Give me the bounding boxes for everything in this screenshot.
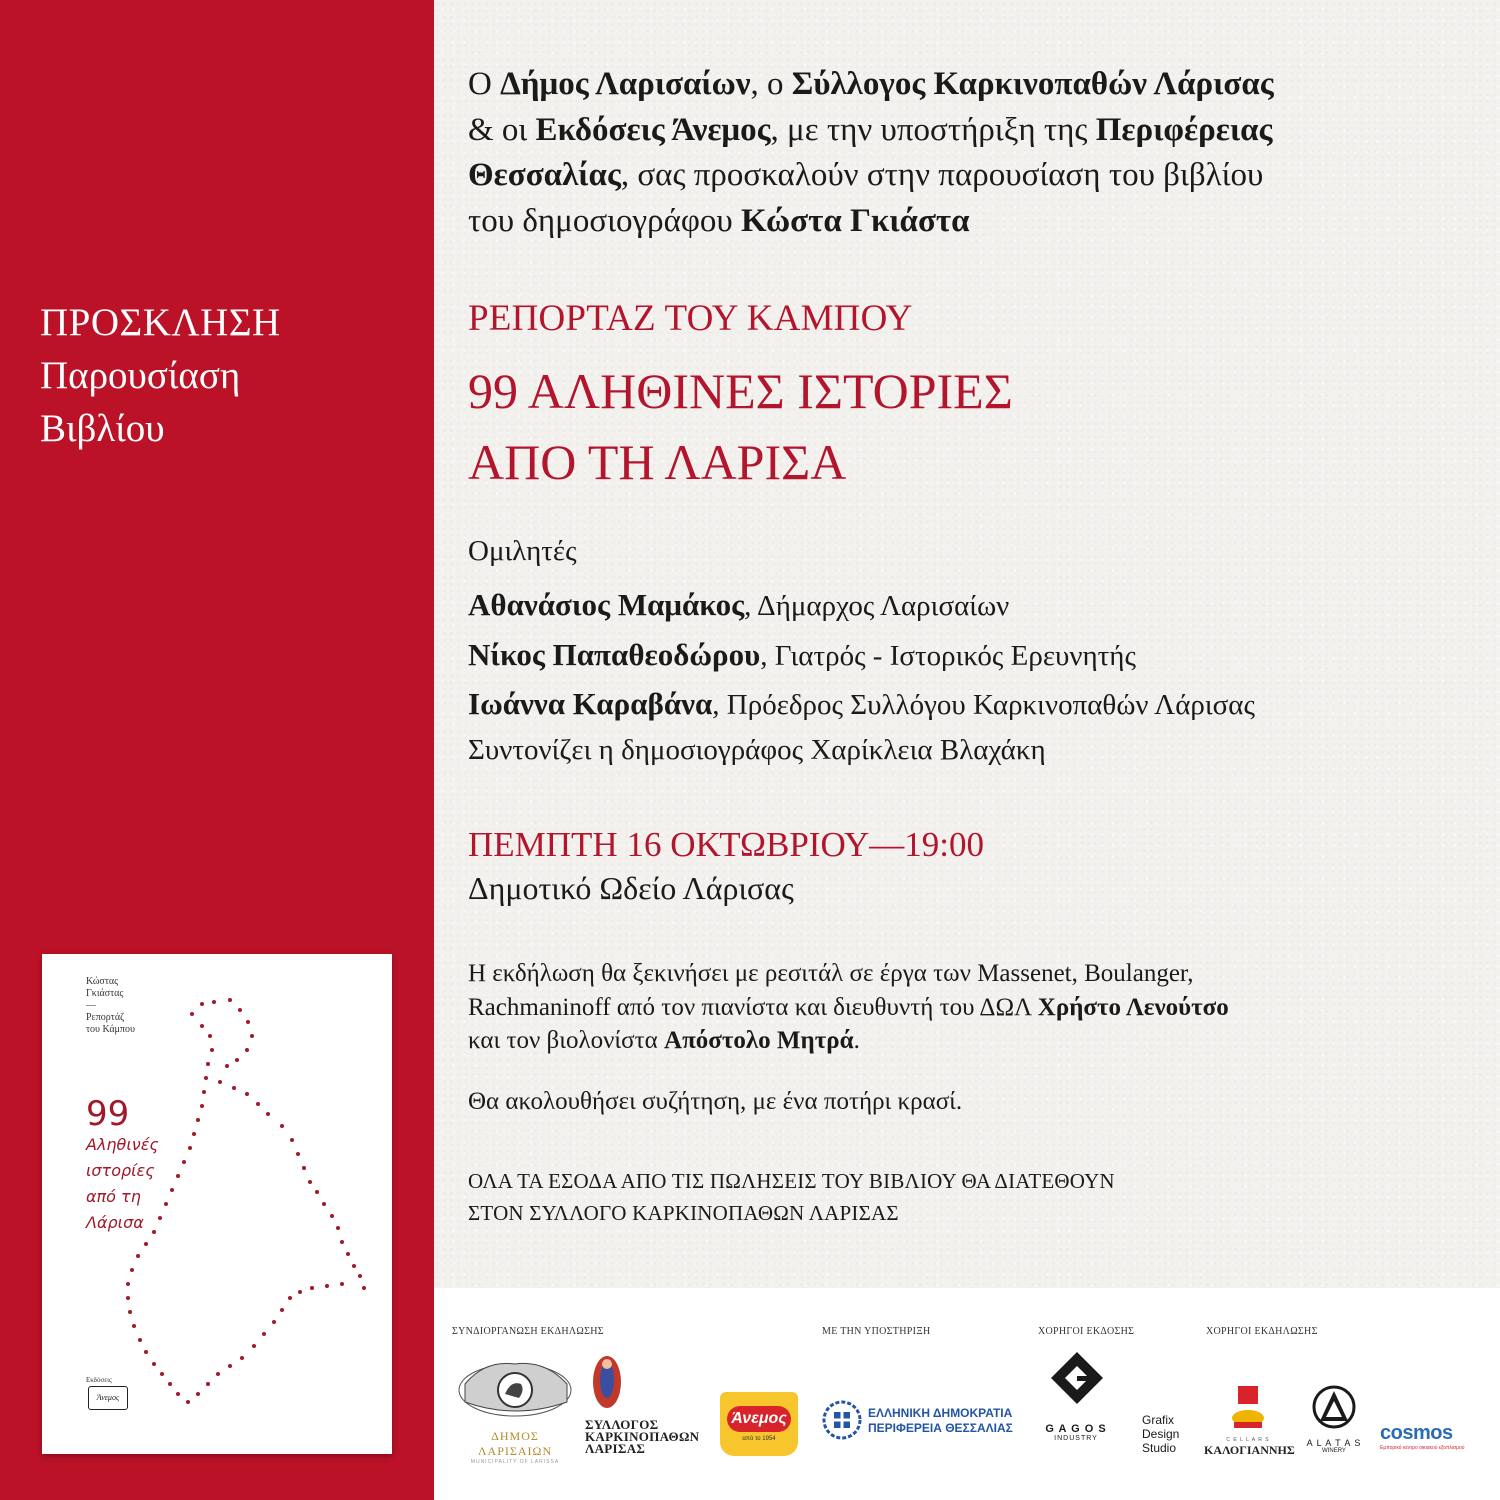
event-sponsors-heading: ΧΟΡΗΓΟΙ ΕΚΔΗΛΩΣΗΣ (1206, 1326, 1318, 1337)
book-title-line1: 99 ΑΛΗΘΙΝΕΣ ΙΣΤΟΡΙΕΣ (468, 363, 1013, 419)
cover-dot (138, 1338, 142, 1342)
cover-dot (245, 1048, 249, 1052)
cover-hand-line2: ιστορίες (86, 1161, 155, 1180)
cover-dot (358, 1274, 362, 1278)
cover-dot (280, 1124, 284, 1128)
cover-dot (256, 1102, 260, 1106)
cover-series-2: του Κάμπου (86, 1024, 135, 1035)
cover-dot (266, 1112, 270, 1116)
intro-text: Ο (468, 66, 501, 102)
cover-dot (190, 1012, 194, 1016)
cover-dot (210, 1048, 214, 1052)
closing-line: Θα ακολουθήσει συζήτηση, με ένα ποτήρι κρασί. (468, 1088, 963, 1115)
cover-dot (288, 1296, 292, 1300)
cover-dot (235, 1058, 239, 1062)
cover-dot (144, 1242, 148, 1246)
speaker-role: , Δήμαρχος Λαρισαίων (744, 590, 1010, 622)
cover-author-last: Γκιάστας (86, 988, 124, 999)
cover-dot (200, 1002, 204, 1006)
donation-line2: ΣΤΟΝ ΣΥΛΛΟΓΟ ΚΑΡΚΙΝΟΠΑΘΩΝ ΛΑΡΙΣΑΣ (468, 1201, 899, 1225)
invitation-heading (40, 296, 281, 455)
cover-dot (176, 1392, 180, 1396)
book-subtitle: ΡΕΠΟΡΤΑΖ ΤΟΥ ΚΑΜΠΟΥ (468, 298, 913, 339)
intro-text: , με την υποστήριξη της (770, 111, 1096, 148)
cover-dot (168, 1382, 172, 1386)
left-panel (0, 0, 434, 1500)
gagos-sub: INDUSTRY (1054, 1435, 1098, 1442)
cover-dot (262, 1332, 266, 1336)
cover-dot (218, 1080, 222, 1084)
dimos-name: ΔΗΜΟΣ ΛΑΡΙΣΑΙΩΝ (477, 1429, 553, 1458)
periferia-text (868, 1406, 1013, 1436)
intro-text: & οι (468, 111, 536, 148)
cover-dot (144, 1350, 148, 1354)
anemos-text: Άνεμος (727, 1406, 791, 1432)
cover-publisher-logo: Άνεμος (88, 1386, 128, 1410)
speaker-name: Νίκος Παπαθεοδώρου (468, 637, 761, 672)
speaker-row (468, 587, 1009, 623)
cover-dot (200, 1024, 204, 1028)
support-heading: ΜΕ ΤΗΝ ΥΠΟΣΤΗΡΙΞΗ (822, 1326, 931, 1337)
cover-dot (152, 1362, 156, 1366)
periferia-thessalias-logo (822, 1400, 1022, 1440)
cover-dot (246, 1020, 250, 1024)
cover-dot (362, 1286, 366, 1290)
cover-dot (280, 1308, 284, 1312)
grafix-design-studio-logo (1142, 1413, 1179, 1455)
cover-dot (160, 1372, 164, 1376)
intro-text: , ο (750, 66, 792, 102)
cover-dot (202, 1090, 206, 1094)
wine-glass-icon (1228, 1384, 1268, 1432)
cover-dot (225, 1064, 229, 1068)
cover-dash: — (86, 1000, 96, 1011)
violinist-name: Απόστολο Μητρά (664, 1027, 854, 1054)
cover-dot (164, 1202, 168, 1206)
cover-dot (208, 1034, 212, 1038)
co-organization-heading: ΣΥΝΔΙΟΡΓΑΝΩΣΗ ΕΚΔΗΛΩΣΗΣ (452, 1326, 604, 1337)
cover-series-1: Ρεπορτάζ (86, 1012, 125, 1023)
speakers-heading: Ομιλητές (468, 535, 577, 567)
anemos-logo (720, 1392, 798, 1456)
dimos-sub: MUNICIPALITY OF LARISSA (470, 1459, 560, 1465)
cosmos-logo (1380, 1422, 1480, 1451)
grafix-l3: Studio (1142, 1441, 1177, 1455)
cover-dot (206, 1382, 210, 1386)
cover-dot (204, 1076, 208, 1080)
cover-dot (186, 1400, 190, 1404)
cover-dot (325, 1284, 329, 1288)
intro-paragraph (468, 62, 1458, 244)
donation-line1: ΟΛΑ ΤΑ ΕΣΟΔΑ ΑΠΟ ΤΙΣ ΠΩΛΗΣΕΙΣ ΤΟΥ ΒΙΒΛΙΟΥ ΘΑ ΔΙΑΤΕΘΟΥΝ (468, 1169, 1115, 1193)
speaker-row (468, 686, 1255, 722)
donation-notice (468, 1165, 1115, 1229)
syllogos-l3: ΛΑΡΙΣΑΣ (585, 1441, 646, 1456)
grafix-l2: Design (1142, 1427, 1180, 1441)
cover-dot (182, 1160, 186, 1164)
org-anemos: Εκδόσεις Άνεμος (535, 111, 771, 148)
cover-dot (136, 1254, 140, 1258)
org-periferia-2: Θεσσαλίας (468, 157, 621, 193)
event-venue: Δημοτικό Ωδείο Λάρισας (468, 870, 794, 906)
cover-dot (212, 1000, 216, 1004)
alatas-emblem-icon (1304, 1385, 1364, 1433)
cover-dot (310, 1286, 314, 1290)
cover-dot (272, 1320, 276, 1324)
org-dimos: Δήμος Λαρισαίων (500, 66, 751, 102)
alatas-sub: WINERY (1322, 1448, 1346, 1454)
cover-dot (176, 1174, 180, 1178)
gagos-name: G A G O S (1045, 1423, 1107, 1435)
cover-hand-line3: από τη (86, 1187, 141, 1206)
speaker-row (468, 637, 1136, 673)
cover-publisher-label: Εκδόσεις (86, 1376, 112, 1384)
grafix-l1: Grafix (1142, 1413, 1175, 1427)
cover-dot (128, 1310, 132, 1314)
cover-dot (240, 1356, 244, 1360)
gagos-industry-logo (1040, 1350, 1112, 1454)
cover-dot (330, 1214, 334, 1218)
org-syllogos: Σύλλογος Καρκινοπαθών Λάρισας (791, 66, 1274, 102)
kalogiannis-logo (1204, 1384, 1295, 1457)
cover-dot (200, 1104, 204, 1108)
speaker-role: , Πρόεδρος Συλλόγου Καρκινοπαθών Λάρισας (712, 689, 1255, 721)
cover-dot (132, 1324, 136, 1328)
moderator-line: Συντονίζει η δημοσιογράφος Χαρίκλεια Βλαχάκη (468, 734, 1046, 766)
syllogos-logo (585, 1352, 715, 1462)
recital-line3: και τον βιολονίστα (468, 1027, 665, 1054)
cover-handwritten-title (86, 1096, 159, 1236)
dimos-emblem-icon (455, 1354, 575, 1424)
cover-dot (296, 1152, 300, 1156)
cover-dot (340, 1282, 344, 1286)
kalogiannis-name: ΚΑΛΟΓΙΑΝΝΗΣ (1204, 1443, 1295, 1457)
speaker-role: , Γιατρός - Ιστορικός Ερευνητής (760, 640, 1136, 672)
cover-dot (126, 1282, 130, 1286)
cover-dot (238, 1008, 242, 1012)
cover-dot (170, 1188, 174, 1192)
recital-line2: Rachmaninoff από τον πιανίστα και διευθυντή του ΔΩΛ (468, 993, 1038, 1021)
event-datetime: ΠΕΜΠΤΗ 16 ΟΚΤΩΒΡΙΟΥ—19:00 (468, 825, 984, 864)
cover-dot (340, 1240, 344, 1244)
periferia-l1: ΕΛΛΗΝΙΚΗ ΔΗΜΟΚΡΑΤΙΑ (868, 1406, 1013, 1420)
cover-dot (290, 1138, 294, 1142)
cover-hand-number: 99 (86, 1094, 130, 1134)
cosmos-sub: Εμπορικό κέντρο οικιακού εξοπλισμού (1380, 1445, 1465, 1451)
periferia-l2: ΠΕΡΙΦΕΡΕΙΑ ΘΕΣΣΑΛΙΑΣ (868, 1421, 1013, 1435)
cover-dot (196, 1118, 200, 1122)
speaker-name: Ιωάννα Καραβάνα (468, 686, 713, 721)
recital-line1: Η εκδήλωση θα ξεκινήσει με ρεσιτάλ σε έργα των Massenet, Boulanger, (468, 960, 1194, 987)
cover-dot (336, 1226, 340, 1230)
anemos-since: από το 1954 (742, 1436, 776, 1442)
recital-paragraph (468, 957, 1468, 1058)
org-periferia: Περιφέρειας (1095, 111, 1273, 148)
cover-dot (302, 1166, 306, 1170)
dimos-larisaion-logo (455, 1354, 575, 1465)
greek-emblem-icon (822, 1400, 862, 1440)
intro-text: του δημοσιογράφου (468, 202, 741, 239)
cover-dot (250, 1034, 254, 1038)
cover-dot (206, 1062, 210, 1066)
cover-dot (308, 1180, 312, 1184)
publication-sponsors-heading: ΧΟΡΗΓΟΙ ΕΚΔΟΣΗΣ (1038, 1326, 1135, 1337)
cover-dot (232, 1086, 236, 1090)
book-title-line2: ΑΠΟ ΤΗ ΛΑΡΙΣΑ (468, 434, 847, 490)
cover-dot (228, 998, 232, 1002)
book-cover-image (42, 954, 392, 1454)
intro-text: , σας προσκαλούν στην παρουσίαση του βιβλίου (620, 157, 1264, 193)
cover-dot (192, 1132, 196, 1136)
cover-author-first: Κώστας (86, 976, 119, 987)
gagos-emblem-icon (1049, 1350, 1105, 1418)
book-author: Κώστα Γκιάστα (741, 202, 970, 239)
syllogos-text (585, 1419, 715, 1455)
syllogos-l2: ΚΑΡΚΙΝΟΠΑΘΩΝ (585, 1429, 700, 1444)
cover-dot (322, 1202, 326, 1206)
presentation-line2: Βιβλίου (40, 407, 165, 450)
cover-hand-line4: Λάρισα (86, 1213, 144, 1232)
cover-dot (252, 1344, 256, 1348)
kalogiannis-small: C E L L A R S (1226, 1437, 1270, 1443)
cover-dot (315, 1190, 319, 1194)
cover-dot (228, 1364, 232, 1368)
cover-dot (352, 1264, 356, 1268)
cover-dot (346, 1252, 350, 1256)
cover-dot (298, 1290, 302, 1294)
cover-dot (130, 1268, 134, 1272)
cosmos-name: cosmos (1380, 1422, 1453, 1444)
pianist-name: Χρήστο Λενούτσο (1037, 993, 1229, 1021)
speaker-name: Αθανάσιος Μαμάκος (468, 587, 745, 622)
cover-hand-line1: Αληθινές (86, 1135, 159, 1154)
cover-dot (196, 1392, 200, 1396)
alatas-winery-logo (1300, 1385, 1368, 1457)
cover-dot (245, 1092, 249, 1096)
syllogos-l1: ΣΥΛΛΟΓΟΣ (585, 1417, 659, 1432)
presentation-line1: Παρουσίαση (40, 354, 241, 397)
cover-dot (188, 1146, 192, 1150)
cover-dot (126, 1296, 130, 1300)
recital-period: . (853, 1027, 860, 1054)
alatas-name: A L A T A S (1306, 1438, 1362, 1448)
syllogos-emblem-icon (587, 1352, 627, 1414)
invitation-label: ΠΡΟΣΚΛΗΣΗ (40, 301, 281, 344)
cover-dot (216, 1372, 220, 1376)
